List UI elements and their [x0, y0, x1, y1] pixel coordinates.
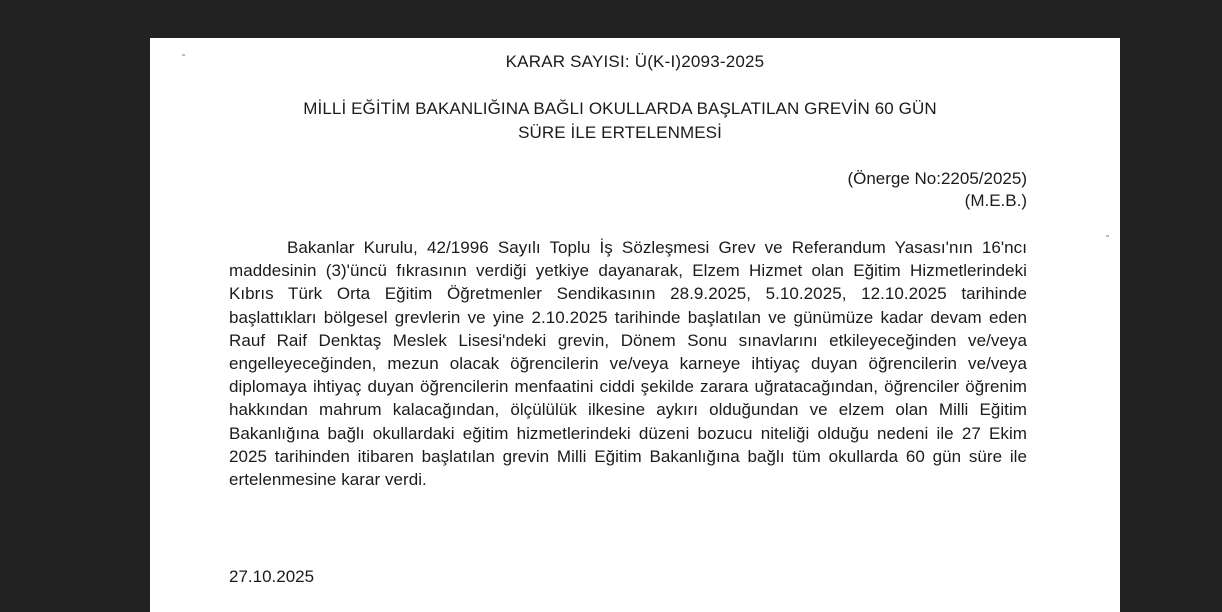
- scan-speck: [1106, 235, 1109, 237]
- document-page: [150, 38, 1120, 612]
- document-title-line-1: MİLLİ EĞİTİM BAKANLIĞINA BAĞLI OKULLARDA BAŞLATILAN GREVİN 60 GÜN: [303, 99, 937, 118]
- decision-body-text: Bakanlar Kurulu, 42/1996 Sayılı Toplu İş Sözleşmesi Grev ve Referandum Yasası'nın 16'ncı maddesinin (3)'üncü fıkrasının verdiği yetkiye dayanarak, Elzem Hizmet olan Eğitim Hizmetlerindeki Kıbrıs Türk Orta Eğitim Öğretmenler Sendikasının 28.9.2025, 5.10.2025, 12.10.2025 tarihinde başlattıkları bölgesel grevlerin ve yine 2.10.2025 tarihinde başlatılan ve günümüze kadar devam eden Rauf Raif Denktaş Meslek Lisesi'ndeki grevin, Dönem Sonu sınavlarını etkileyeceğinden ve/veya engelleyeceğinden, mezun olacak öğrencilerin ve/veya karneye ihtiyaç duyan öğrencilerin ve/veya diplomaya ihtiyaç duyan öğrencilerin menfaatini ciddi şekilde zarara uğratacağından, öğrenciler öğrenim hakkından mahrum kalacağından, ölçülülük ilkesine aykırı olduğundan ve elzem olan Milli Eğitim Bakanlığına bağlı okullardaki eğitim hizmetlerindeki düzeni bozucu niteliği olduğu nedeni ile 27 Ekim 2025 tarihinden itibaren başlatılan grevin Milli Eğitim Bakanlığına bağlı tüm okullarda 60 gün süre ile ertelenmesine karar verdi.: [229, 238, 1027, 490]
- proposal-reference: (Önerge No:2205/2025): [847, 169, 1027, 188]
- decision-date: 27.10.2025: [229, 567, 315, 586]
- decision-number: KARAR SAYISI: Ü(K-I)2093-2025: [505, 52, 765, 71]
- ministry-reference: (M.E.B.): [964, 191, 1027, 210]
- document-title-line-2: SÜRE İLE ERTELENMESİ: [518, 123, 722, 142]
